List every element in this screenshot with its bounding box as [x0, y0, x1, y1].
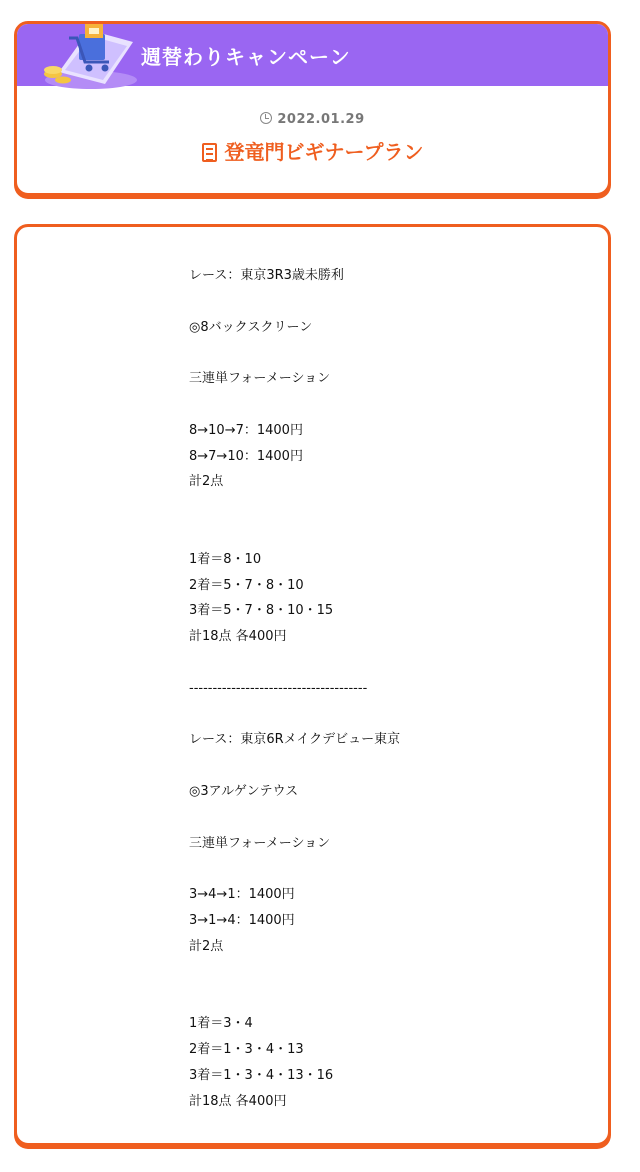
spacer — [189, 753, 589, 779]
spacer — [189, 702, 589, 728]
document-icon — [202, 143, 217, 162]
content-line: 2着＝5・7・8・10 — [189, 577, 304, 593]
prediction-card — [14, 224, 611, 1146]
campaign-header — [17, 24, 608, 86]
prediction-content — [189, 263, 589, 1114]
content-line: 計2点 — [189, 474, 224, 490]
content-line: 3着＝5・7・8・10・15 — [189, 603, 334, 619]
content-line: 3→1→4：1400円 — [189, 912, 295, 928]
content-line: 三連単フォーメーション — [189, 371, 331, 387]
content-line: 1着＝8・10 — [189, 551, 262, 567]
post-date-text: 2022.01.29 — [277, 112, 365, 127]
content-line: 計2点 — [189, 938, 224, 954]
content-line: ◎3アルゲンテウス — [189, 783, 299, 799]
content-line: 2着＝1・3・4・13 — [189, 1041, 304, 1057]
spacer — [189, 856, 589, 882]
content-line: 三連単フォーメーション — [189, 835, 331, 851]
spacer — [189, 289, 589, 315]
content-line: 3着＝1・3・4・13・16 — [189, 1067, 334, 1083]
spacer — [189, 650, 589, 676]
spacer — [189, 340, 589, 366]
spacer — [189, 960, 589, 986]
post-date — [17, 112, 608, 127]
spacer — [189, 805, 589, 831]
content-line: 3→4→1：1400円 — [189, 887, 295, 903]
content-line: 計18点 各400円 — [189, 629, 287, 645]
campaign-title: 週替わりキャンペーン — [141, 45, 351, 69]
content-line: 1着＝3・4 — [189, 1016, 253, 1032]
content-line: 8→10→7：1400円 — [189, 422, 303, 438]
clock-icon — [260, 112, 272, 124]
spacer — [189, 985, 589, 1011]
spacer — [189, 392, 589, 418]
content-line: レース：東京3R3歳未勝利 — [189, 268, 344, 283]
spacer — [189, 521, 589, 547]
shopping-cart-illustration — [29, 21, 139, 90]
spacer — [189, 495, 589, 521]
plan-title — [17, 136, 608, 165]
content-line: -------------------------------------- — [189, 680, 368, 696]
content-line: 8→7→10：1400円 — [189, 448, 303, 464]
campaign-card — [14, 21, 611, 196]
plan-name: 登竜門ビギナープラン — [224, 140, 424, 164]
content-line: レース：東京6Rメイクデビュー東京 — [189, 732, 401, 748]
content-line: ◎8バックスクリーン — [189, 319, 313, 335]
content-line: 計18点 各400円 — [189, 1093, 287, 1109]
